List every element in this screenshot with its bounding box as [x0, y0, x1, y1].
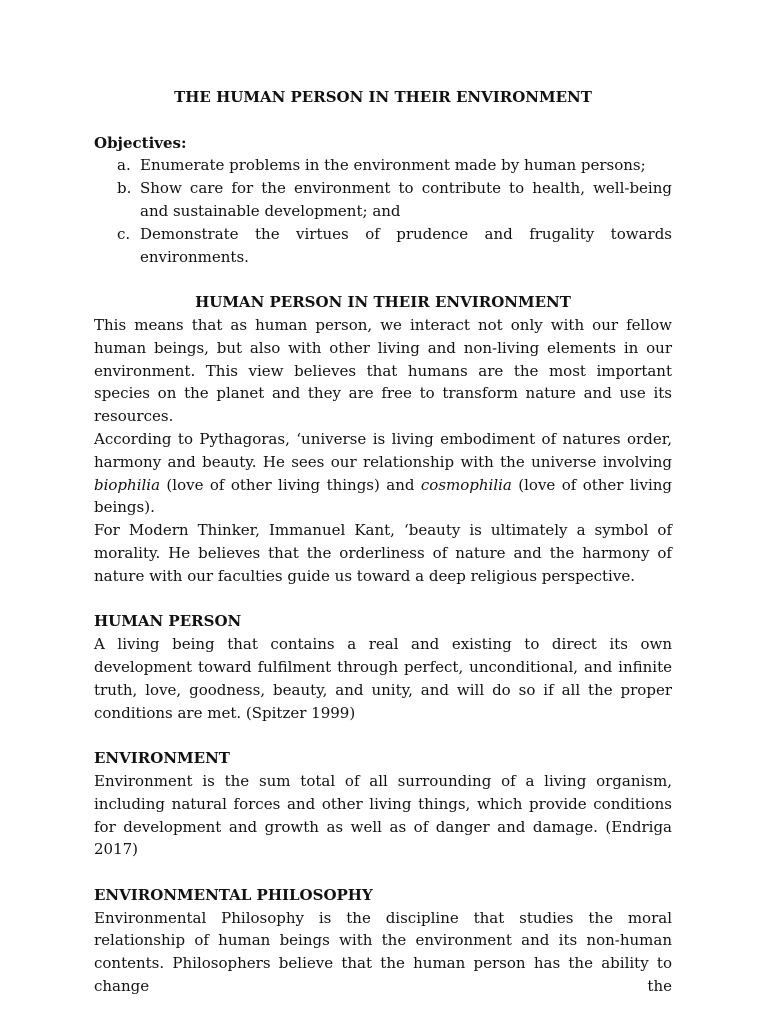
paragraph-text: (love of other living things) and [160, 475, 421, 494]
italic-term: biophilia [94, 475, 161, 494]
spacer [94, 268, 672, 291]
objective-item [94, 154, 672, 177]
spacer [94, 724, 672, 747]
objective-text: Show care for the environment to contribute to health, well-being and sustainable development; and [140, 179, 672, 220]
list-marker: b. [117, 179, 132, 198]
italic-term: cosmophilia [420, 475, 512, 494]
paragraph: For Modern Thinker, Immanuel Kant, ‘beauty is ultimately a symbol of morality. He believes that the orderliness of nature and the harmony of nature with our faculties guide us toward a deep religious perspective. [94, 521, 672, 585]
paragraph-text: According to Pythagoras, ‘universe is living embodiment of natures order, harmony and beauty. He sees our relationship with the universe involving [94, 429, 672, 471]
paragraph: A living being that contains a real and existing to direct its own development toward fulfilment through perfect, unconditional, and infinite truth, love, goodness, beauty, and unity, and will do so if all the proper conditions are met. (Spitzer 1999) [94, 635, 672, 722]
objective-item [94, 177, 672, 223]
objective-text: Demonstrate the virtues of prudence and frugality towards environments. [140, 224, 672, 266]
objectives-list [94, 154, 672, 268]
document-title: THE HUMAN PERSON IN THEIR ENVIRONMENT [174, 88, 592, 106]
section-heading: ENVIRONMENTAL PHILOSOPHY [94, 885, 373, 904]
paragraph: This means that as human person, we interact not only with our fellow human beings, but also with other living and non-living elements in our environment. This view believes that humans are the most important species on the planet and they are free to transform nature and use its resources. [94, 315, 672, 426]
list-marker: a. [117, 156, 131, 175]
objectives-heading: Objectives: [94, 133, 187, 152]
section-heading: HUMAN PERSON [94, 612, 242, 631]
spacer [94, 109, 672, 132]
objective-text: Enumerate problems in the environment made by human persons; [140, 156, 646, 175]
paragraph: Environmental Philosophy is the discipline that studies the moral relationship of human beings with the environment and its non-human contents. Philosophers believe that the human person has the ability to change the [94, 908, 672, 996]
list-marker: c. [117, 224, 131, 243]
paragraph-text: (love of other living beings). [94, 475, 673, 517]
objective-item [94, 223, 672, 269]
paragraph: Environment is the sum total of all surrounding of a living organism, including natural forces and other living things, which provide conditions for development and growth as well as of danger and damage. (Endriga 2017) [94, 771, 672, 859]
paragraph [94, 428, 672, 519]
spacer [94, 861, 672, 884]
section-heading: HUMAN PERSON IN THEIR ENVIRONMENT [195, 293, 571, 312]
section-heading: ENVIRONMENT [94, 749, 230, 768]
spacer [94, 588, 672, 611]
document-body [94, 86, 672, 998]
